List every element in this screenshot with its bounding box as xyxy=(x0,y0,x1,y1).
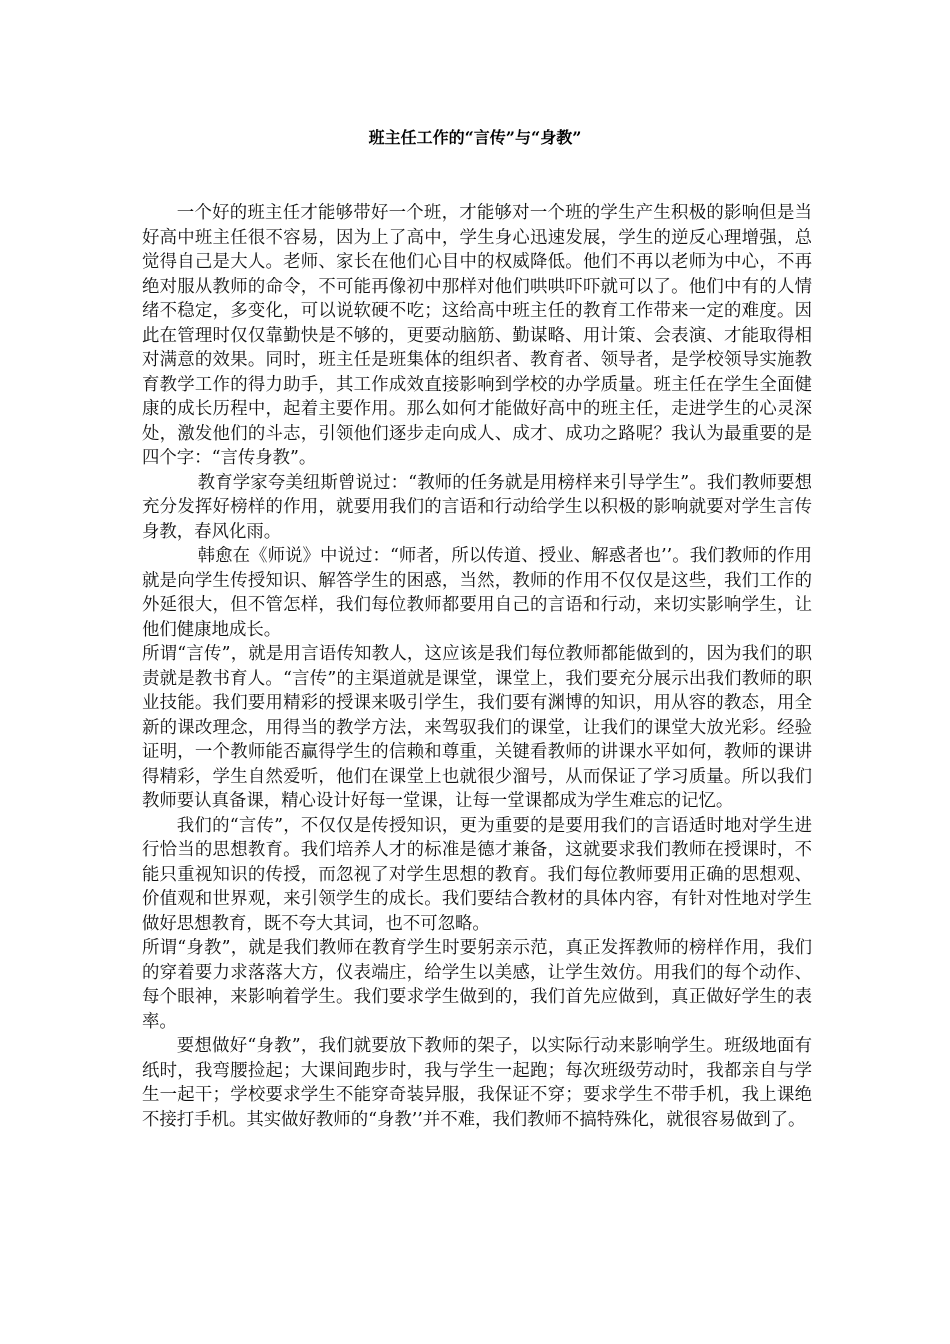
paragraph-intro: 一个好的班主任才能够带好一个班，才能够对一个班的学生产生积极的影响但是当好高中班主任很不容易，因为上了高中，学生身心迅速发展，学生的逆反心理增强，总觉得自己是大人。老师、家长在他们心目中的权威降低。他们不再以老师为中心，不再绝对服从教师的命令，不可能再像初中那样对他们哄哄吓吓就可以了。他们中有的人情绪不稳定，多变化，可以说软硬不吃；这给高中班主任的教育工作带来一定的难度。因此在管理时仅仅靠勤快是不够的，更要动脑筋、勤谋略、用计策、会表演、才能取得相对满意的效果。同时，班主任是班集体的组织者、教育者、领导者，是学校领导实施教育教学工作的得力助手，其工作成效直接影响到学校的办学质量。班主任在学生全面健康的成长历程中，起着主要作用。那么如何才能做好高中的班主任，走进学生的心灵深处，激发他们的斗志，引领他们逐步走向成人、成才、成功之路呢？我认为最重要的是四个字：“言传身教”。 xyxy=(142,203,812,468)
paragraph-hanyu-quote: 韩愈在《师说》中说过：“师者，所以传道、授业、解惑者也’’。我们教师的作用就是向学生传授知识、解答学生的困惑，当然，教师的作用不仅仅是这些，我们工作的外延很大，但不管怎样，我们每位教师都要用自己的言语和行动，来切实影响学生，让他们健康地成长。 xyxy=(142,546,812,640)
paragraph-comenius-quote: 教育学家夸美纽斯曾说过：“教师的任务就是用榜样来引导学生”。我们教师要想充分发挥好榜样的作用，就要用我们的言语和行动给学生以积极的影响就要对学生言传身教，春风化雨。 xyxy=(142,472,812,542)
paragraph-shenjiao-practice: 要想做好“身教”，我们就要放下教师的架子，以实际行动来影响学生。班级地面有纸时，我弯腰捡起；大课间跑步时，我与学生一起跑；每次班级劳动时，我都亲自与学生一起干；学校要求学生不能穿奇装异服，我保证不穿；要求学生不带手机，我上课绝不接打手机。其实做好教师的“身教’’并不难，我们教师不搞特殊化，就很容易做到了。 xyxy=(142,1036,812,1130)
document-body xyxy=(142,201,812,1132)
paragraph-yanchuan-definition: 所谓“言传”，就是用言语传知教人，这应该是我们每位教师都能做到的，因为我们的职责就是教书育人。“言传”的主渠道就是课堂，课堂上，我们要充分展示出我们教师的职业技能。我们要用精彩的授课来吸引学生，我们要有渊博的知识，用从容的教态，用全新的课改理念，用得当的教学方法，来驾驭我们的课堂，让我们的课堂大放光彩。经验证明，一个教师能否赢得学生的信赖和尊重，关键看教师的讲课水平如何，教师的课讲得精彩，学生自然爱听，他们在课堂上也就很少溜号，从而保证了学习质量。所以我们教师要认真备课，精心设计好每一堂课，让每一堂课都成为学生难忘的记忆。 xyxy=(142,644,812,811)
paragraph-shenjiao-definition: 所谓“身教”，就是我们教师在教育学生时要躬亲示范，真正发挥教师的榜样作用，我们的穿着要力求落落大方，仪表端庄，给学生以美感，让学生效仿。用我们的每个动作、每个眼神，来影响着学生。我们要求学生做到的，我们首先应做到，真正做好学生的表率。 xyxy=(142,938,812,1032)
paragraph-yanchuan-moral: 我们的“言传”，不仅仅是传授知识，更为重要的是要用我们的言语适时地对学生进行恰当的思想教育。我们培养人才的标准是德才兼备，这就要求我们教师在授课时，不能只重视知识的传授，而忽视了对学生思想的教育。我们每位教师要用正确的思想观、价值观和世界观，来引领学生的成长。我们要结合教材的具体内容，有针对性地对学生做好思想教育，既不夸大其词，也不可忽略。 xyxy=(142,815,812,934)
document-title: 班主任工作的“言传”与“身教” xyxy=(368,128,582,147)
